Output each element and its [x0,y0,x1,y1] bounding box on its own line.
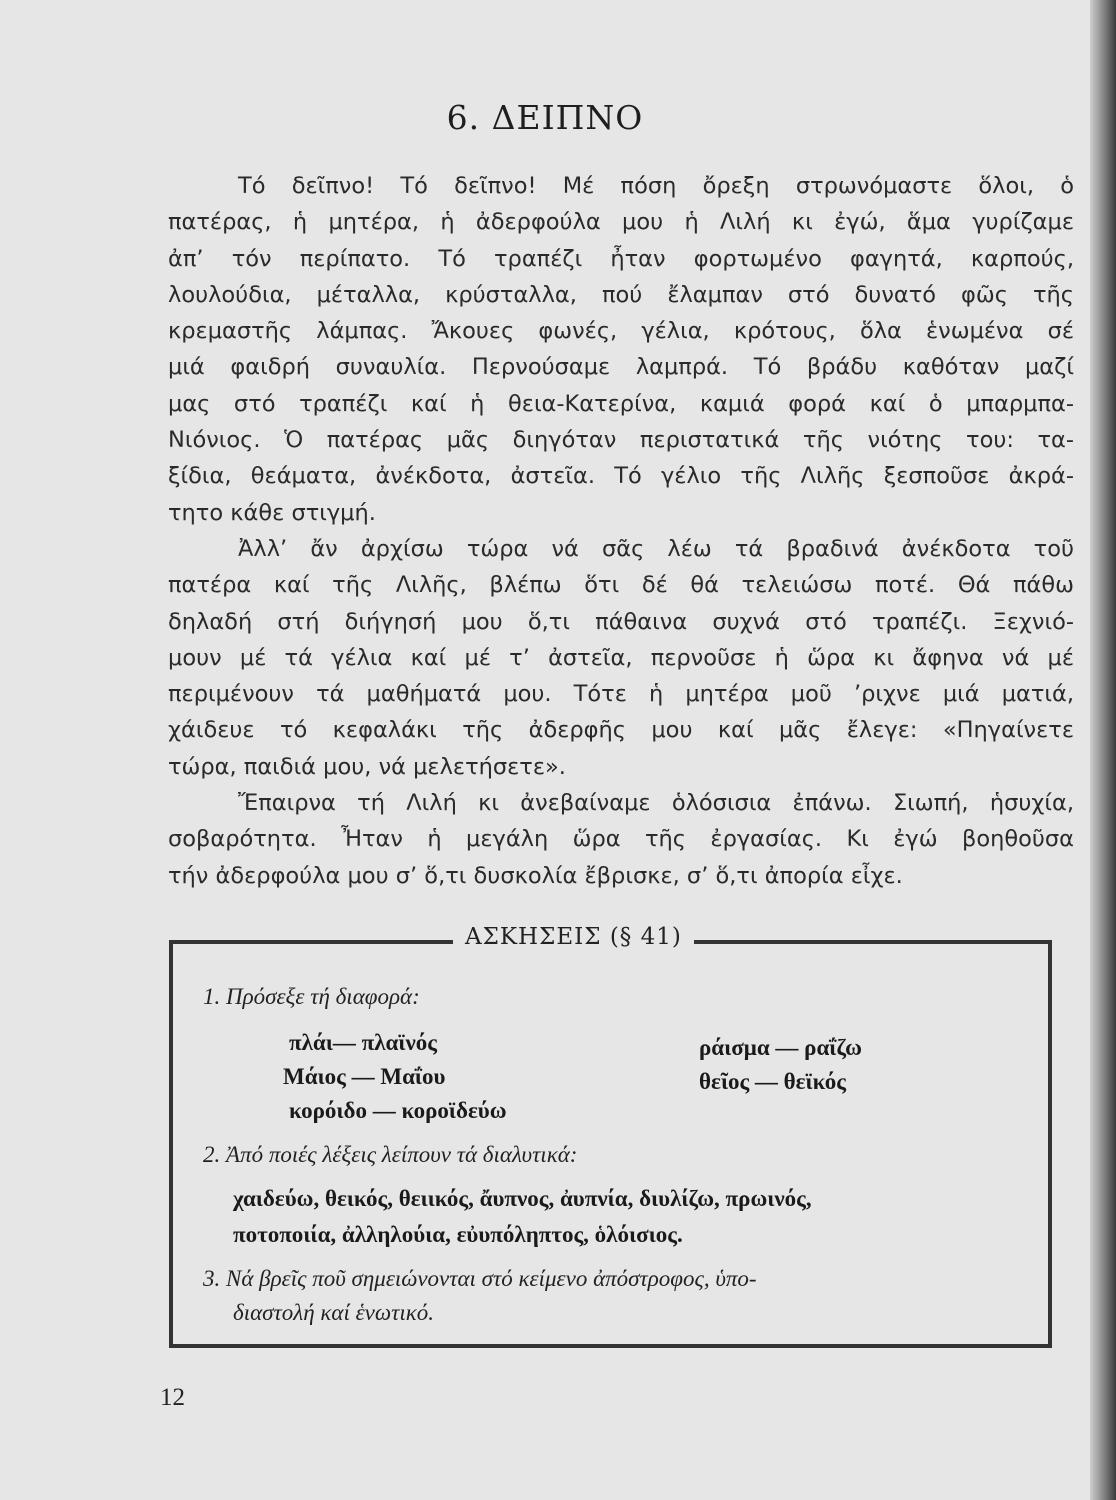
exercise-3-line [203,1266,757,1292]
word-pair: ράισμα — ραΐζω [699,1035,862,1060]
text-line: Νιόνιος. Ὁ πατέρας μᾶς διηγόταν περιστατικά τῆς νιότης του: τα- [168,427,1074,454]
text-line: μιά φαιδρή συναυλία. Περνούσαμε λαμπρά. Τό βράδυ καθόταν μαζί [168,354,1074,381]
text-line: τώρα, παιδιά μου, νά μελετήσετε». [168,753,566,780]
exercise-2-words: χαιδεύω, θεικός, θειικός, ἄυπνος, ἀυπνία, διυλίζω, πρωινός, [233,1186,812,1211]
text-line: σοβαρότητα. Ἦταν ἡ μεγάλη ὥρα τῆς ἐργασίας. Κι ἐγώ βοηθοῦσα [168,826,1074,853]
chapter-title: 6. ΔΕΙΠΝΟ [446,98,644,137]
book-spine-edge [1090,0,1116,1500]
text-line: λουλούδια, μέταλλα, κρύσταλλα, πού ἔλαμπαν στό δυνατό φῶς τῆς [168,281,1074,308]
text-line: τητο κάθε στιγμή. [168,499,376,526]
text-line: μουν μέ τά γέλια καί μέ τ’ ἀστεῖα, περνοῦσε ἡ ὥρα κι ἄφηνα νά μέ [168,644,1074,671]
paragraph-2 [168,531,1074,785]
exercise-2-words: ποτοποιία, ἀλληλούια, εὐυπόληπτος, ὁλόισιος. [233,1222,683,1247]
exercise-2-text: 2. Ἀπό ποιές λέξεις λείπουν τά διαλυτικά: [203,1142,578,1167]
word-pair: κορόιδο — κοροϊδεύω [289,1098,507,1123]
text-line: χάιδευε τό κεφαλάκι τῆς ἀδερφῆς μου καί μᾶς ἔλεγε: «Πηγαίνετε [168,717,1074,744]
text-line: ξίδια, θεάματα, ἀνέκδοτα, ἀστεῖα. Τό γέλιο τῆς Λιλῆς ξεσποῦσε ἀκρά- [168,463,1074,490]
text-line: μας στό τραπέζι καί ἡ θεια-Κατερίνα, καμιά φορά καί ὁ μπαρμπα- [168,390,1074,417]
exercise-2-label [203,1142,577,1168]
text-line: δηλαδή στή διήγησή μου ὅ,τι πάθαινα συχνά στό τραπέζι. Ξεχνιό- [168,608,1074,635]
text-line: Ἀλλ’ ἄν ἀρχίσω τώρα νά σᾶς λέω τά βραδινά ἀνέκδοτα τοῦ [238,535,1074,562]
word-pair: πλάι— πλαϊνός [289,1030,437,1055]
paragraph-1 [168,168,1074,531]
text-line: Τό δεῖπνο! Τό δεῖπνο! Μέ πόση ὄρεξη στρωνόμαστε ὅλοι, ὁ [238,173,1074,199]
page-number: 12 [160,1384,185,1411]
word-pair: θεῖος — θεϊκός [699,1069,846,1094]
exercise-3-text: 3. Νά βρεῖς ποῦ σημειώνονται στό κείμενο ἀπόστροφος, ὑπο- [203,1266,757,1291]
chapter-text [168,168,1074,894]
exercise-1-label [203,984,420,1010]
exercises-title: ΑΣΚΗΣΕΙΣ (§ 41) [453,924,694,950]
paragraph-3 [168,785,1074,894]
exercise-3-line [233,1300,434,1326]
text-line: ἀπ’ τόν περίπατο. Τό τραπέζι ἦταν φορτωμένο φαγητά, καρπούς, [168,245,1074,272]
text-line: πατέρας, ἡ μητέρα, ἡ ἀδερφούλα μου ἡ Λιλή κι ἐγώ, ἅμα γυρίζαμε [168,209,1074,236]
text-line: πατέρα καί τῆς Λιλῆς, βλέπω ὅτι δέ θά τελειώσω ποτέ. Θά πάθω [168,572,1074,599]
word-pair: Μάιος — Μαΐου [283,1064,446,1089]
text-line: κρεμαστῆς λάμπας. Ἄκουες φωνές, γέλια, κρότους, ὅλα ἑνωμένα σέ [168,318,1074,345]
text-line: τήν ἀδερφούλα μου σ’ ὅ,τι δυσκολία ἔβρισκε, σ’ ὅ,τι ἀπορία εἶχε. [168,862,903,889]
text-line: περιμένουν τά μαθήματά μου. Τότε ἡ μητέρα μοῦ ’ριχνε μιά ματιά, [168,681,1074,708]
exercise-3-text: διαστολή καί ἑνωτικό. [233,1300,435,1325]
text-line: Ἔπαιρνα τή Λιλή κι ἀνεβαίναμε ὁλόσισια ἐπάνω. Σιωπή, ἡσυχία, [238,790,1074,817]
exercise-1-text: 1. Πρόσεξε τή διαφορά: [203,984,420,1009]
exercises-box [169,924,1052,1348]
